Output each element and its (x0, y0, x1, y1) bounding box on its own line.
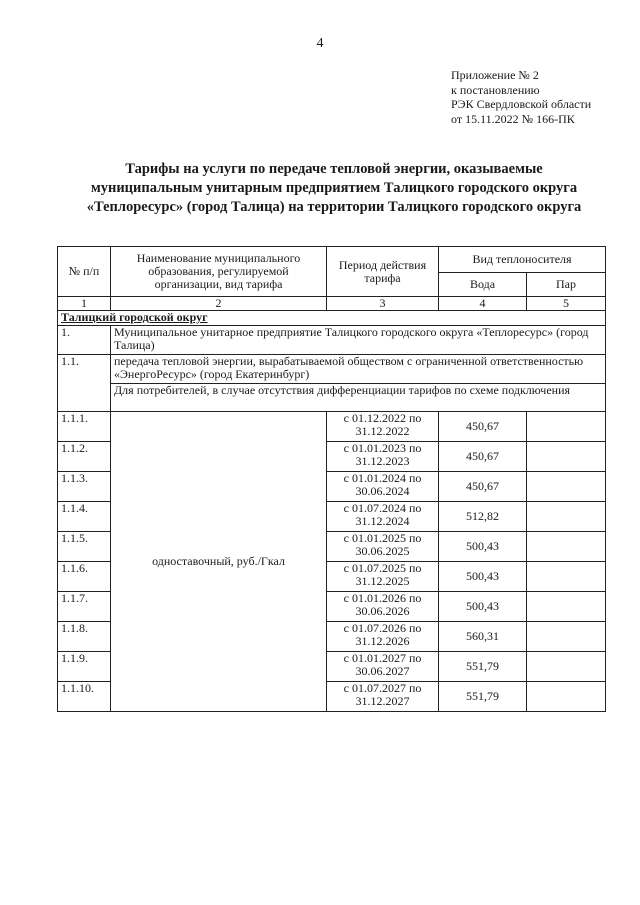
col-number-4: 4 (439, 297, 527, 311)
title-line-1: Тарифы на услуги по передаче тепловой энергии, оказываемые (125, 161, 543, 177)
row-period (327, 682, 439, 712)
period-to: 31.12.2024 (355, 514, 410, 528)
period-from: с 01.12.2022 по (343, 411, 422, 425)
row-water-value: 560,31 (439, 622, 527, 652)
col-number-2: 2 (111, 297, 327, 311)
row-num: 1.1.4. (58, 502, 111, 532)
row-steam-value (527, 472, 606, 502)
header-water: Вода (439, 273, 527, 297)
header-carrier: Вид теплоносителя (439, 247, 606, 273)
period-from: с 01.07.2027 по (343, 681, 422, 695)
page-number: 4 (316, 36, 324, 51)
row-steam-value (527, 442, 606, 472)
row-water-value: 551,79 (439, 682, 527, 712)
region-row: Талицкий городской округ (58, 311, 606, 326)
document-title (60, 160, 608, 217)
row-num: 1.1.6. (58, 562, 111, 592)
row-period (327, 592, 439, 622)
title-line-2: муниципальным унитарным предприятием Талицкого городского округа (90, 180, 578, 196)
col-number-1: 1 (58, 297, 111, 311)
period-to: 30.06.2026 (355, 604, 410, 618)
table-row (58, 412, 606, 442)
row-period (327, 472, 439, 502)
header-steam: Пар (527, 273, 606, 297)
row-steam-value (527, 592, 606, 622)
period-from: с 01.01.2024 по (343, 471, 422, 485)
row-num: 1.1.5. (58, 532, 111, 562)
tariff-table (57, 246, 606, 712)
period-from: с 01.01.2027 по (343, 651, 422, 665)
row-steam-value (527, 562, 606, 592)
row-num: 1.1.8. (58, 622, 111, 652)
row-period (327, 622, 439, 652)
row-num: 1.1.9. (58, 652, 111, 682)
org-num: 1. (58, 326, 111, 355)
period-from: с 01.01.2023 по (343, 441, 422, 455)
row-water-value: 512,82 (439, 502, 527, 532)
period-to: 31.12.2027 (355, 694, 410, 708)
col-number-5: 5 (527, 297, 606, 311)
row-water-value: 450,67 (439, 442, 527, 472)
row-water-value: 500,43 (439, 592, 527, 622)
org-name: Муниципальное унитарное предприятие Талицкого городского округа «Теплоресурс» (город Талица) (111, 326, 606, 355)
row-period (327, 562, 439, 592)
row-water-value: 551,79 (439, 652, 527, 682)
period-from: с 01.01.2025 по (343, 531, 422, 545)
row-period (327, 412, 439, 442)
row-water-value: 500,43 (439, 562, 527, 592)
header-period: Период действия тарифа (327, 247, 439, 297)
period-to: 30.06.2025 (355, 544, 410, 558)
header-name: Наименование муниципального образования, регулируемой организации, вид тарифа (111, 247, 327, 297)
row-period (327, 442, 439, 472)
period-to: 31.12.2026 (355, 634, 410, 648)
row-num: 1.1.1. (58, 412, 111, 442)
row-steam-value (527, 502, 606, 532)
row-steam-value (527, 682, 606, 712)
header-num: № п/п (58, 247, 111, 297)
appendix-block (451, 68, 591, 126)
row-water-value: 450,67 (439, 412, 527, 442)
row-steam-value (527, 622, 606, 652)
row-period (327, 652, 439, 682)
period-from: с 01.01.2026 по (343, 591, 422, 605)
row-steam-value (527, 652, 606, 682)
service-num: 1.1. (58, 355, 111, 412)
row-period (327, 532, 439, 562)
period-from: с 01.07.2025 по (343, 561, 422, 575)
appendix-line-1: Приложение № 2 (451, 68, 539, 82)
row-water-value: 500,43 (439, 532, 527, 562)
appendix-line-3: РЭК Свердловской области (451, 97, 592, 111)
period-to: 30.06.2027 (355, 664, 410, 678)
period-from: с 01.07.2026 по (343, 621, 422, 635)
row-water-value: 450,67 (439, 472, 527, 502)
row-period (327, 502, 439, 532)
period-from: с 01.07.2024 по (343, 501, 422, 515)
appendix-line-2: к постановлению (451, 82, 540, 97)
consumers-note: Для потребителей, в случае отсутствия дифференциации тарифов по схеме подключения (111, 384, 606, 412)
period-to: 31.12.2023 (355, 454, 410, 468)
row-num: 1.1.2. (58, 442, 111, 472)
appendix-line-4: от 15.11.2022 № 166-ПК (451, 111, 575, 126)
tariff-type: одноставочный, руб./Гкал (111, 412, 327, 712)
row-steam-value (527, 532, 606, 562)
period-to: 31.12.2025 (355, 574, 410, 588)
row-num: 1.1.10. (58, 682, 111, 712)
period-to: 30.06.2024 (355, 484, 410, 498)
row-steam-value (527, 412, 606, 442)
period-to: 31.12.2022 (355, 424, 410, 438)
service-name: передача тепловой энергии, вырабатываемой обществом с ограниченной ответственностью «ЭнергоРесурс» (город Екатеринбург) (111, 355, 606, 384)
row-num: 1.1.7. (58, 592, 111, 622)
row-num: 1.1.3. (58, 472, 111, 502)
col-number-3: 3 (327, 297, 439, 311)
title-line-3: «Теплоресурс» (город Талица) на территории Талицкого городского округа (86, 199, 582, 215)
